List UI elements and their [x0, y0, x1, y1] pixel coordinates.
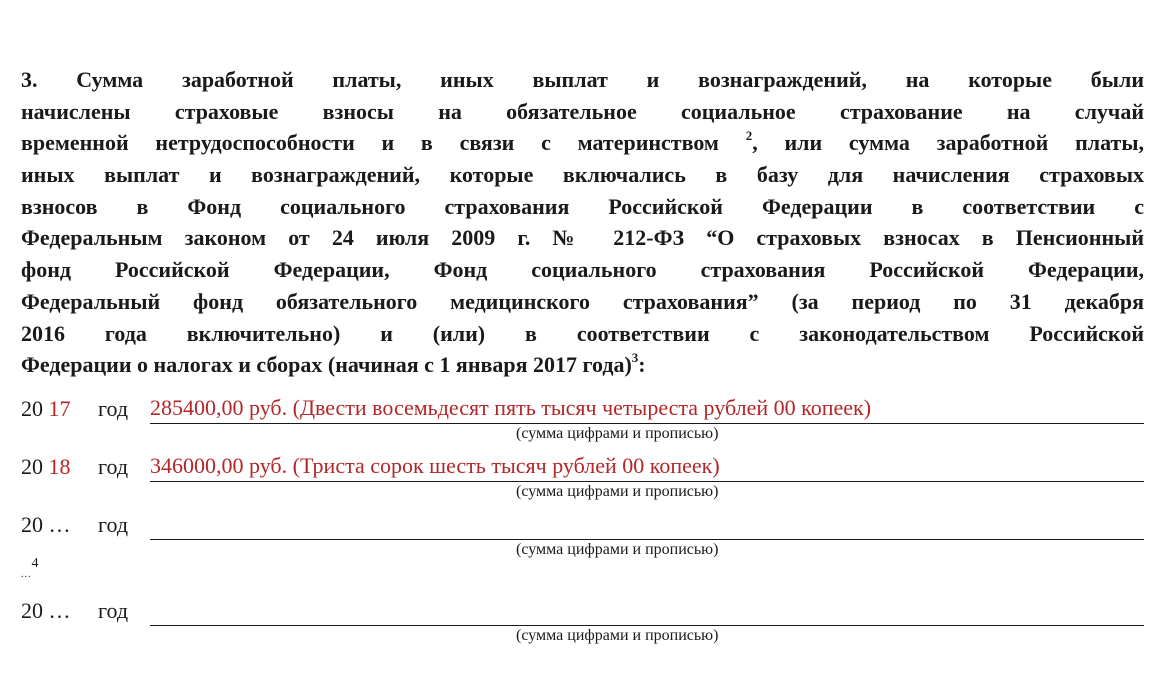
year-entry-row	[21, 394, 1144, 424]
amount-field[interactable]	[150, 451, 1144, 482]
amount-field[interactable]	[150, 595, 1144, 626]
amount-caption: (сумма цифрами и прописью)	[516, 627, 719, 644]
amount-text: 285400,00 руб. (Двести восемьдесят пять тысяч четыреста рублей 00 копеек)	[150, 395, 872, 420]
year-entry-row	[21, 452, 1144, 482]
footnote-ref-4: 4	[31, 555, 39, 571]
amount-field[interactable]	[150, 509, 1144, 540]
amount-caption: (сумма цифрами и прописью)	[516, 541, 719, 558]
paragraph-line: Федеральный фонд обязательного медицинского страхования” (за период по 31 декабря	[21, 288, 1144, 314]
paragraph-colon: :	[638, 352, 646, 378]
century: 20	[21, 396, 43, 421]
amount-text: 346000,00 руб. (Триста сорок шесть тысяч рублей 00 копеек)	[150, 453, 720, 478]
paragraph-line-text: Федерации о налогах и сборах (начиная с 1 января 2017 года)	[21, 352, 632, 378]
footnote-ref-3: 3	[631, 349, 639, 365]
paragraph-line-text: временной нетрудоспособности и в связи с материнством	[21, 130, 719, 156]
century: 20	[21, 598, 43, 623]
year-label	[21, 512, 71, 538]
year-value: 18	[48, 454, 71, 479]
paragraph-line: иных выплат и вознаграждений, которые включались в базу для начисления страховых	[21, 162, 1144, 188]
footnote-ref-2: 2	[745, 128, 753, 144]
amount-caption: (сумма цифрами и прописью)	[516, 483, 719, 500]
god-label: год	[98, 454, 129, 479]
paragraph-line-tail: , или сумма заработной платы,	[752, 130, 1144, 156]
paragraph-line: взносов в Фонд социального страхования Российской Федерации в соответствии с	[21, 193, 1144, 219]
paragraph-line: фонд Российской Федерации, Фонд социального страхования Российской Федерации,	[21, 257, 1144, 283]
year-label	[21, 598, 71, 624]
god-label: год	[98, 598, 129, 623]
year-value: 17	[48, 396, 71, 421]
paragraph-line: 3. Сумма заработной платы, иных выплат и вознаграждений, на которые были	[21, 67, 1144, 92]
year-entry-row	[21, 510, 1144, 540]
note-dots: ...	[21, 569, 32, 580]
god-label: год	[98, 396, 129, 421]
paragraph-line: начислены страховые взносы на обязательное социальное страхование на случай	[21, 98, 1144, 124]
year-label	[21, 454, 71, 480]
paragraph-line	[21, 349, 1144, 381]
century: 20	[21, 512, 43, 537]
year-label	[21, 396, 71, 422]
year-value: …	[48, 598, 71, 623]
paragraph-line: 2016 года включительно) и (или) в соответствии с законодательством Российской	[21, 320, 1144, 346]
section-3-paragraph	[21, 64, 1144, 381]
paragraph-line: Федеральным законом от 24 июля 2009 г. № 212-ФЗ “О страховых взносах в Пенсионный	[21, 225, 1144, 251]
god-label: год	[98, 512, 129, 537]
century: 20	[21, 454, 43, 479]
year-entry-row	[21, 596, 1144, 626]
amount-field[interactable]	[150, 393, 1144, 424]
amount-caption: (сумма цифрами и прописью)	[516, 425, 719, 442]
paragraph-line	[21, 127, 1144, 159]
year-value: …	[48, 512, 71, 537]
footnote-note	[21, 555, 39, 582]
